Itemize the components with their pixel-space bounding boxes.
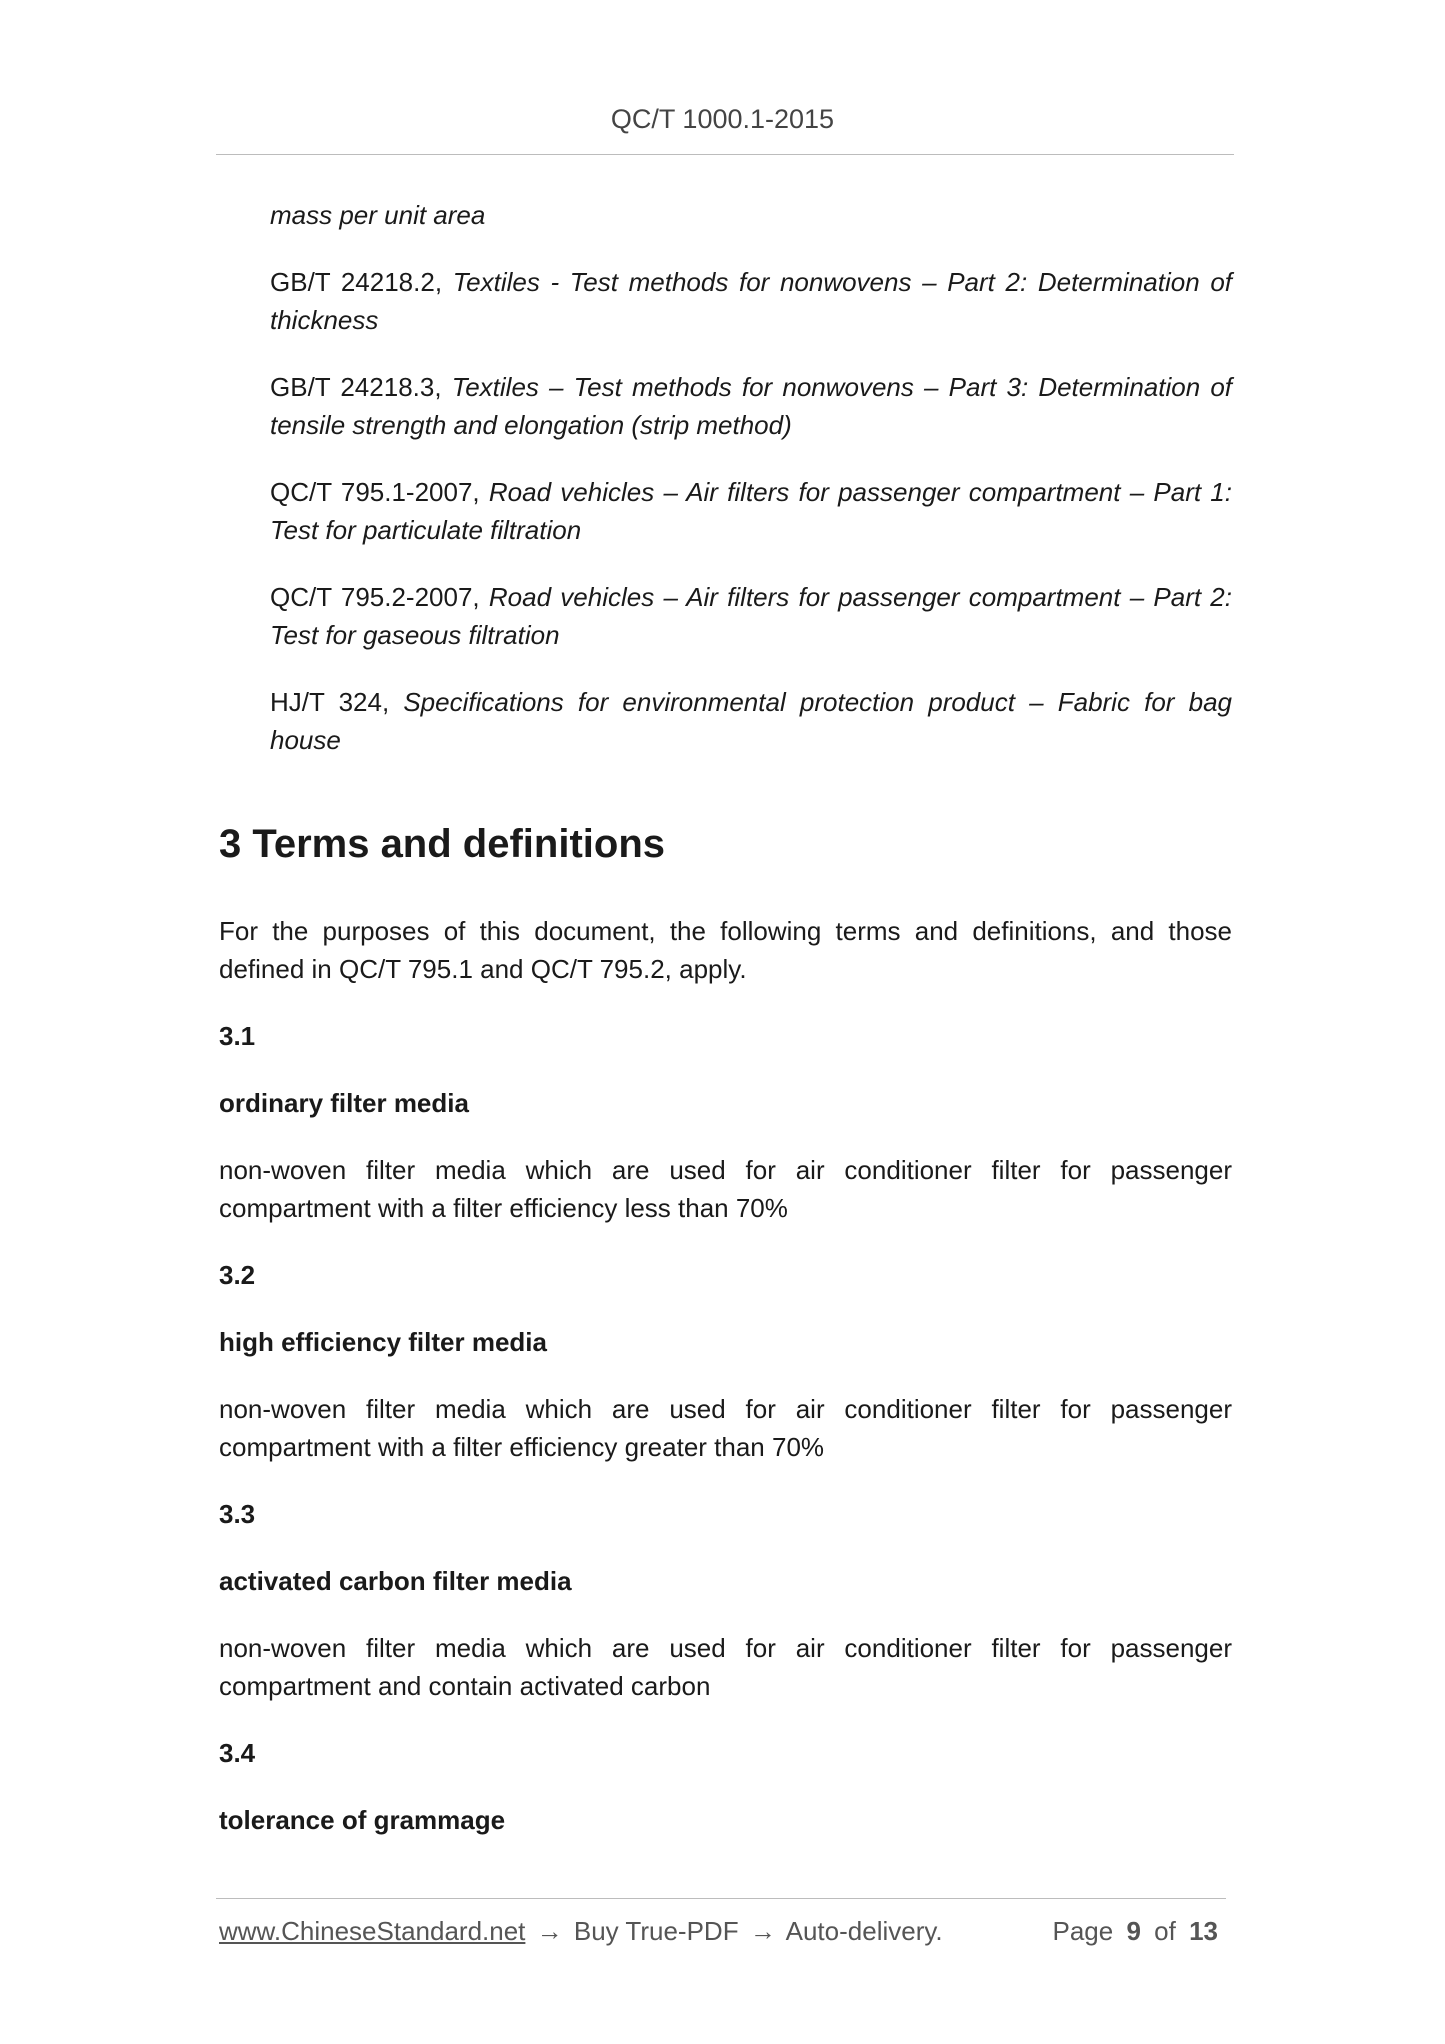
page-label: Page: [1052, 1916, 1114, 1946]
term-name: tolerance of grammage: [219, 1805, 506, 1835]
website-link[interactable]: www.ChineseStandard.net: [219, 1916, 526, 1946]
reference-title: Textiles - Test methods for nonwovens – Part 2: Determination of thickness: [270, 267, 1233, 335]
reference-title: Road vehicles – Air filters for passenger compartment – Part 2: Test for gaseous filtration: [270, 582, 1232, 650]
term-number: 3.3: [219, 1499, 256, 1529]
page-of-label: of: [1154, 1916, 1176, 1946]
reference-code: HJ/T 324,: [270, 687, 404, 717]
term-definition: non-woven filter media which are used for air conditioner filter for passenger compartment with a filter efficiency less than 70%: [219, 1155, 1232, 1223]
reference-code: QC/T 795.2-2007,: [270, 582, 489, 612]
document-code-header: QC/T 1000.1-2015: [610, 104, 835, 134]
page-footer: [219, 1916, 1224, 1956]
reference-code: GB/T 24218.3,: [270, 372, 452, 402]
footer-divider: [216, 1898, 1226, 1899]
reference-item: [270, 578, 1232, 654]
section-heading: 3 Terms and definitions: [219, 822, 665, 866]
reference-item: [270, 263, 1232, 339]
buy-pdf-text: Buy True-PDF: [573, 1916, 739, 1946]
section-intro: For the purposes of this document, the following terms and definitions, and those defined in QC/T 795.1 and QC/T 795.2, apply.: [219, 916, 1232, 984]
term-definition: non-woven filter media which are used for air conditioner filter for passenger compartment and contain activated carbon: [219, 1633, 1232, 1701]
total-page-number: 13: [1189, 1916, 1218, 1946]
footer-promo: [219, 1916, 943, 1947]
term-number: 3.2: [219, 1260, 256, 1290]
term-definition: non-woven filter media which are used for air conditioner filter for passenger compartment with a filter efficiency greater than 70%: [219, 1394, 1232, 1462]
term-name: high efficiency filter media: [219, 1327, 547, 1357]
header-divider: [216, 154, 1234, 155]
current-page-number: 9: [1126, 1916, 1141, 1946]
page-indicator: [1052, 1916, 1224, 1947]
terms-section: [219, 818, 1232, 1868]
reference-item: [270, 368, 1232, 444]
arrow-right-icon: →: [749, 1916, 776, 1946]
reference-title: Textiles – Test methods for nonwovens – Part 3: Determination of tensile strength and elongation (strip method): [270, 372, 1233, 440]
normative-references-list: [270, 196, 1232, 788]
term-name: ordinary filter media: [219, 1088, 469, 1118]
auto-delivery-text: Auto-delivery.: [785, 1916, 943, 1946]
reference-title: Specifications for environmental protection product – Fabric for bag house: [270, 687, 1233, 755]
reference-item: [270, 196, 1232, 234]
reference-code: QC/T 795.1-2007,: [270, 477, 489, 507]
term-number: 3.4: [219, 1738, 256, 1768]
arrow-right-icon: →: [536, 1916, 563, 1946]
term-name: activated carbon filter media: [219, 1566, 572, 1596]
reference-item: [270, 683, 1232, 759]
reference-item: [270, 473, 1232, 549]
reference-title: mass per unit area: [270, 200, 486, 230]
reference-title: Road vehicles – Air filters for passenger compartment – Part 1: Test for particulate filtration: [270, 477, 1232, 545]
reference-code: GB/T 24218.2,: [270, 267, 453, 297]
term-number: 3.1: [219, 1021, 256, 1051]
